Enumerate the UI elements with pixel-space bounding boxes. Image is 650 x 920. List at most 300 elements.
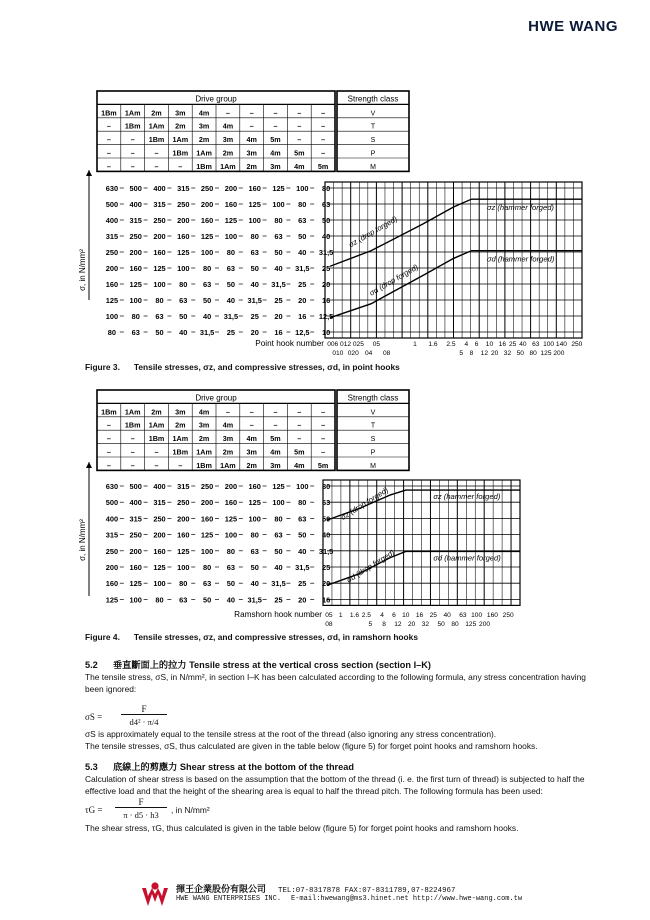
fig3-stress-cell: 200 — [224, 184, 238, 193]
fig4-y-arrow-head — [86, 462, 92, 468]
fig3-stress-cell: 63 — [202, 280, 212, 289]
fig4-drive-cell: – — [106, 447, 111, 457]
fig3-stress-cell: 100 — [177, 264, 190, 273]
fig3-x-tick-upper: 63 — [532, 341, 540, 348]
fig3-drive-cell: 2m — [175, 121, 186, 131]
figure-4-caption-number: Figure 4. — [85, 632, 120, 642]
fig3-x-tick-lower: 08 — [383, 350, 391, 357]
fig3-drive-cell: 3m — [175, 108, 186, 118]
fig3-drive-cell: 1Am — [148, 121, 165, 131]
fig4-stress-cell: 125 — [248, 498, 261, 508]
fig3-drive-cell: – — [297, 121, 302, 131]
fig4-stress-cell: 40 — [298, 546, 307, 556]
fig4-stress-cell: 100 — [129, 595, 142, 605]
fig3-x-tick-lower: 04 — [365, 350, 373, 357]
fig4-drive-cell: – — [154, 460, 159, 470]
fig3-stress-cell: 250 — [200, 184, 214, 193]
fig3-drive-cell: – — [273, 108, 278, 118]
fig4-drive-cell: 5m — [294, 447, 305, 457]
fig3-drive-cell: 3m — [246, 148, 257, 158]
fig3-x-tick-lower: 8 — [469, 350, 474, 357]
fig4-stress-cell: 16 — [321, 595, 331, 605]
fig4-stress-cell: 80 — [298, 498, 307, 508]
fig3-stress-cell: 80 — [155, 296, 164, 305]
fig3-drive-cell: – — [249, 108, 254, 118]
fig4-drive-cell: 1Bm — [101, 407, 117, 417]
company-logo-icon — [140, 880, 170, 908]
fig3-stress-cell: 160 — [129, 264, 142, 273]
fig4-x-tick-upper: 16 — [415, 612, 424, 619]
fig3-stress-cell: 50 — [321, 216, 331, 225]
fig4-drive-cell: – — [321, 407, 326, 417]
fig3-drive-cell: – — [297, 108, 302, 118]
fig4-x-tick-upper: 100 — [471, 612, 483, 619]
fig4-stress-cell: 315 — [129, 514, 142, 524]
fig4-drive-cell: 3m — [246, 447, 257, 457]
fig4-stress-cell: 400 — [153, 482, 166, 491]
fig3-drive-cell: 1Bm — [172, 148, 189, 158]
fig3-stress-cell: 40 — [298, 248, 307, 257]
fig4-stress-cell: 160 — [129, 563, 142, 572]
fig4-x-tick-upper: 1.6 — [349, 612, 360, 619]
fig3-drive-cell: 1Am — [220, 161, 236, 171]
fig4-drive-cell: – — [321, 420, 326, 430]
fig3-drive-cell: 1Am — [172, 135, 189, 145]
fig4-stress-cell: 200 — [177, 514, 190, 524]
fig3-stress-cell: 20 — [321, 280, 331, 289]
footer-company-cn: 揮王企業股份有限公司 — [176, 884, 267, 894]
fig3-x-tick-upper: 16 — [498, 341, 507, 348]
fig4-drive-cell: 1Bm — [172, 447, 189, 457]
fig4-stress-cell: 25 — [274, 595, 283, 605]
fig3-drive-cell: 3m — [198, 121, 210, 131]
fig4-x-tick-upper: 25 — [429, 612, 437, 619]
fig3-stress-cell: 315 — [153, 200, 166, 209]
fig3-stress-cell: 31,5 — [295, 264, 310, 273]
fig3-drive-cell: – — [297, 135, 302, 145]
fig3-stress-cell: 25 — [274, 296, 283, 305]
fig4-stress-cell: 50 — [202, 595, 212, 605]
fig3-drive-cell: 5m — [270, 135, 281, 145]
fig4-stress-cell: 50 — [274, 546, 283, 556]
fig4-drive-cell: 3m — [222, 434, 234, 444]
fig3-stress-cell: 125 — [200, 232, 214, 241]
fig3-strength-class-cell: M — [370, 163, 376, 171]
brand-logo-text: HWE WANG — [528, 18, 618, 35]
fig3-drive-cell: 2m — [151, 108, 162, 118]
fig3-drive-cell: – — [249, 121, 254, 131]
fig4-drive-cell: 2m — [222, 447, 234, 457]
fig4-drive-cell: – — [297, 407, 302, 417]
fig3-stress-cell: 315 — [105, 232, 119, 241]
section-5-2-number: 5.2 — [85, 660, 98, 670]
fig3-strength-class-header: Strength class — [347, 94, 399, 104]
fig4-stress-cell: 80 — [226, 546, 236, 556]
fig4-x-tick-lower: 12 — [394, 621, 402, 628]
fig4-drive-cell: 4m — [222, 420, 234, 430]
fig3-drive-cell: 2m — [246, 161, 257, 171]
fig3-drive-cell: – — [130, 135, 135, 145]
fig3-drive-cell: – — [321, 108, 326, 118]
fig4-drive-cell: 1Am — [220, 460, 236, 470]
fig3-stress-cell: 50 — [155, 328, 164, 337]
fig4-stress-cell: 63 — [321, 498, 331, 508]
fig3-x-tick-lower: 020 — [347, 350, 359, 357]
fig3-x-tick-upper: 1 — [413, 341, 417, 348]
fig3-drive-cell: – — [273, 121, 278, 131]
fig4-stress-cell: 400 — [129, 498, 142, 508]
fig4-stress-cell: 50 — [250, 563, 259, 572]
section-5-2-title: Tensile stress at the vertical cross section (section I–K) — [189, 660, 431, 670]
fig3-drive-cell: 4m — [198, 108, 210, 118]
fig4-drive-cell: 2m — [151, 407, 162, 417]
fig4-stress-cell: 160 — [153, 546, 166, 556]
fig3-drive-cell: 1Bm — [101, 108, 117, 118]
fig3-x-tick-upper: 140 — [555, 341, 567, 348]
fig3-x-tick-lower: 50 — [516, 350, 524, 357]
fig3-stress-cell: 16 — [298, 312, 307, 321]
fig3-stress-cell: 500 — [105, 200, 119, 209]
fig3-stress-cell: 200 — [153, 232, 166, 241]
fig4-drive-cell: 2m — [198, 434, 210, 444]
section-5-2-para-3: The tensile stresses, σS, thus calculated are given in the table below (figure 5) for forget point hooks and ramshorn hooks. — [85, 741, 538, 751]
fig4-strength-class-cell: V — [370, 409, 376, 417]
section-5-3-cn-title: 底線上的剪應力 — [113, 762, 178, 772]
fig3-x-tick-lower: 80 — [529, 350, 537, 357]
fig3-stress-cell: 400 — [129, 200, 142, 209]
fig4-stress-cell: 50 — [298, 530, 307, 540]
fig4-stress-cell: 63 — [226, 563, 236, 572]
fig3-stress-cell: 500 — [129, 184, 142, 193]
fig3-drive-cell: 2m — [198, 135, 210, 145]
formula-shear-lhs: τG = — [85, 805, 103, 815]
fig3-x-tick-upper: 4 — [464, 341, 469, 348]
fig3-curve-label-sd_hammer: σd (hammer forged) — [486, 254, 555, 264]
formula-shear-unit: , in N/mm² — [171, 805, 210, 815]
fig4-stress-cell: 315 — [105, 530, 119, 540]
fig4-drive-cell: – — [154, 447, 159, 457]
fig4-stress-cell: 31,5 — [318, 546, 334, 556]
fig4-x-tick-upper: 63 — [459, 612, 467, 619]
fig3-drive-cell: – — [321, 135, 326, 145]
fig4-drive-cell: 1Bm — [196, 460, 212, 470]
fig3-stress-cell: 250 — [105, 248, 119, 257]
fig4-stress-cell: 200 — [105, 563, 119, 572]
fig3-stress-cell: 80 — [202, 264, 212, 273]
fig4-strength-class-cell: M — [370, 462, 376, 470]
fig3-stress-cell: 63 — [131, 328, 140, 337]
fig4-drive-cell: – — [249, 420, 254, 430]
fig4-stress-cell: 63 — [179, 595, 188, 605]
fig4-drive-cell: – — [130, 460, 135, 470]
footer-email: E-mail:hwewang@ms3.hinet.net http://www.hwe-wang.com.tw — [291, 895, 523, 903]
fig4-stress-cell: 100 — [153, 579, 166, 589]
fig3-stress-cell: 200 — [177, 216, 190, 225]
fig3-stress-cell: 125 — [272, 184, 285, 193]
fig3-stress-cell: 25 — [298, 280, 307, 289]
fig4-stress-cell: 31,5 — [295, 563, 310, 572]
fig3-stress-cell: 400 — [105, 216, 119, 225]
fig3-stress-cell: 16 — [321, 296, 331, 305]
fig4-stress-cell: 200 — [129, 546, 142, 556]
fig3-x-tick-lower: 125 — [540, 350, 552, 357]
fig4-x-tick-lower: 80 — [451, 621, 459, 628]
fig3-stress-cell: 40 — [250, 280, 259, 289]
fig4-stress-cell: 63 — [274, 530, 283, 540]
fig4-stress-cell: 80 — [155, 595, 164, 605]
figure-3-caption-text: Tensile stresses, σz, and compressive stresses, σd, in point hooks — [133, 362, 400, 372]
fig4-stress-cell: 315 — [177, 482, 190, 491]
figure-4-caption-text: Tensile stresses, σz, and compressive stresses, σd, in ramshorn hooks — [133, 632, 418, 642]
fig4-stress-cell: 50 — [321, 514, 331, 524]
fig3-drive-cell: 1Bm — [196, 161, 212, 171]
fig3-x-tick-upper: 6 — [474, 341, 479, 348]
fig4-x-tick-lower: 8 — [382, 621, 386, 628]
fig4-stress-cell: 100 — [200, 546, 214, 556]
fig3-stress-cell: 100 — [200, 248, 214, 257]
fig4-x-tick-upper: 1 — [338, 612, 343, 619]
fig3-stress-cell: 31,5 — [223, 312, 239, 321]
fig4-stress-cell: 125 — [153, 563, 166, 572]
fig3-drive-cell: – — [321, 148, 326, 158]
fig3-stress-cell: 200 — [200, 200, 214, 209]
fig3-x-tick-upper: 100 — [543, 341, 555, 348]
fig4-drive-cell: 1Bm — [124, 420, 141, 430]
fig4-drive-cell: – — [321, 447, 326, 457]
fig4-drive-cell: 3m — [175, 407, 186, 417]
fig3-stress-cell: 50 — [274, 248, 283, 257]
section-5-3-number: 5.3 — [85, 762, 98, 772]
fig4-x-tick-lower: 50 — [437, 621, 445, 628]
fig4-stress-cell: 63 — [298, 514, 307, 524]
fig4-stress-cell: 160 — [177, 530, 190, 540]
fig3-stress-cell: 100 — [153, 280, 166, 289]
fig3-stress-cell: 50 — [298, 232, 307, 241]
fig3-stress-cell: 12,5 — [295, 328, 310, 337]
fig4-stress-cell: 25 — [321, 563, 331, 572]
fig3-stress-cell: 630 — [105, 184, 119, 193]
fig4-strength-class-cell: S — [370, 436, 376, 444]
fig4-stress-cell: 630 — [105, 482, 119, 491]
fig4-drive-cell: 1Am — [172, 434, 189, 444]
fig4-drive-cell: – — [297, 434, 302, 444]
fig3-x-tick-lower: 010 — [332, 350, 344, 357]
fig3-stress-cell: 315 — [129, 216, 142, 225]
fig3-drive-cell: 2m — [222, 148, 234, 158]
fig3-stress-cell: 160 — [153, 248, 166, 257]
fig4-drive-cell: – — [130, 434, 135, 444]
fig4-stress-cell: 80 — [274, 514, 283, 524]
fig3-stress-cell: 125 — [177, 248, 190, 257]
fig4-x-tick-upper: 05 — [325, 612, 333, 619]
fig4-x-tick-upper: 4 — [380, 612, 384, 619]
fig3-drive-cell: – — [321, 121, 326, 131]
fig4-stress-cell: 125 — [105, 595, 119, 605]
formula-shear-denominator: π · d5 · h3 — [123, 810, 159, 820]
fig3-curve-label-sd_drop: σd (drop forged) — [367, 262, 420, 298]
fig4-drive-cell: – — [249, 407, 254, 417]
fig3-strength-class-cell: P — [370, 150, 376, 158]
fig4-stress-cell: 100 — [248, 514, 261, 524]
fig3-drive-cell: 3m — [270, 161, 281, 171]
figure-3-caption-number: Figure 3. — [85, 362, 120, 372]
fig4-stress-cell: 125 — [129, 579, 142, 589]
fig3-x-tick-upper: 40 — [519, 341, 527, 348]
fig4-curve-label-sd_drop: σd (drop forged) — [344, 547, 397, 585]
fig3-stress-cell: 250 — [129, 232, 142, 241]
fig4-drive-cell: – — [273, 407, 278, 417]
fig4-stress-cell: 100 — [224, 530, 238, 540]
fig4-x-tick-lower: 08 — [325, 621, 333, 628]
fig4-drive-cell: 4m — [246, 434, 257, 444]
fig3-stress-cell: 250 — [153, 216, 166, 225]
fig3-strength-class-cell: T — [370, 123, 376, 131]
fig3-stress-cell: 31,5 — [318, 248, 334, 257]
fig3-stress-cell: 160 — [248, 184, 261, 193]
formula-tensile-numerator: F — [121, 704, 167, 715]
fig4-drive-cell: 4m — [270, 447, 281, 457]
fig4-drive-cell: 1Am — [124, 407, 141, 417]
fig3-stress-cell: 12,5 — [318, 312, 334, 321]
footer-company-en: HWE WANG ENTERPRISES INC. — [176, 895, 282, 903]
fig4-x-tick-upper: 2.5 — [361, 612, 371, 619]
fig4-stress-cell: 160 — [224, 498, 238, 508]
fig4-drive-group-header: Drive group — [195, 393, 237, 403]
section-5-2-heading — [85, 657, 431, 671]
fig3-stress-cell: 125 — [248, 200, 261, 209]
fig3-x-tick-lower: 5 — [459, 350, 464, 357]
fig4-strength-class-cell: P — [370, 449, 376, 457]
footer — [140, 880, 560, 912]
fig3-stress-cell: 20 — [298, 296, 307, 305]
fig4-drive-cell: 2m — [246, 460, 257, 470]
fig4-x-axis-label: Ramshorn hook number — [234, 610, 322, 619]
fig4-stress-cell: 80 — [250, 530, 259, 540]
fig3-strength-class-cell: V — [370, 110, 376, 118]
fig3-drive-cell: 4m — [294, 161, 305, 171]
fig4-drive-cell: 3m — [270, 460, 281, 470]
fig3-stress-cell: 16 — [274, 328, 283, 337]
fig4-stress-cell: 200 — [200, 498, 214, 508]
fig4-stress-cell: 250 — [129, 530, 142, 540]
fig4-stress-cell: 100 — [296, 482, 309, 491]
fig4-x-tick-lower: 200 — [479, 621, 491, 628]
fig3-drive-group-header: Drive group — [195, 94, 237, 104]
fig4-x-tick-lower: 32 — [421, 621, 430, 628]
fig4-stress-cell: 160 — [105, 579, 119, 589]
fig4-stress-cell: 63 — [202, 579, 212, 589]
fig4-drive-cell: – — [297, 420, 302, 430]
fig3-stress-cell: 80 — [250, 232, 259, 241]
fig4-stress-cell: 500 — [105, 498, 119, 508]
fig3-stress-cell: 40 — [179, 328, 188, 337]
fig3-stress-cell: 25 — [250, 312, 259, 321]
fig3-stress-cell: 63 — [179, 296, 188, 305]
fig4-y-axis-label: σ, in N/mm² — [78, 519, 87, 561]
fig3-x-tick-upper: 025 — [352, 341, 364, 348]
fig4-stress-cell: 25 — [298, 579, 307, 589]
fig3-stress-cell: 63 — [155, 312, 164, 321]
fig3-stress-cell: 20 — [250, 328, 259, 337]
fig4-curve-label-sz_drop: σz (drop forged) — [338, 485, 390, 522]
fig3-curve-label-sz_hammer: σz (hammer forged) — [486, 203, 554, 213]
fig4-drive-cell: 5m — [270, 434, 281, 444]
fig3-drive-cell: 5m — [294, 148, 305, 158]
fig3-stress-cell: 50 — [202, 296, 212, 305]
fig3-stress-cell: 10 — [321, 328, 331, 337]
fig3-stress-cell: 63 — [298, 216, 307, 225]
fig4-x-tick-upper: 250 — [502, 612, 514, 619]
fig3-x-tick-upper: 10 — [485, 341, 494, 348]
fig3-stress-cell: 20 — [274, 312, 283, 321]
fig3-stress-cell: 160 — [105, 280, 119, 289]
fig4-stress-cell: 63 — [250, 546, 259, 556]
fig4-drive-cell: – — [225, 407, 230, 417]
fig3-stress-cell: 100 — [129, 296, 142, 305]
fig3-stress-cell: 125 — [153, 264, 166, 273]
fig3-stress-cell: 125 — [105, 296, 119, 305]
fig3-x-tick-upper: 006 — [327, 341, 339, 348]
fig3-drive-cell: – — [178, 161, 183, 171]
fig4-stress-cell: 200 — [153, 530, 166, 540]
fig4-stress-cell: 400 — [105, 514, 119, 524]
fig4-drive-cell: 5m — [317, 460, 329, 470]
fig3-stress-cell: 50 — [179, 312, 188, 321]
fig4-stress-cell: 315 — [153, 498, 166, 508]
fig3-drive-cell: 4m — [246, 135, 257, 145]
fig3-drive-cell: 1Bm — [148, 135, 165, 145]
fig4-strength-class-header: Strength class — [347, 393, 399, 403]
fig4-drive-cell: – — [178, 460, 183, 470]
fig3-drive-cell: – — [154, 161, 159, 171]
fig3-stress-cell: 80 — [274, 216, 283, 225]
fig4-stress-cell: 100 — [177, 563, 190, 572]
fig4-stress-cell: 20 — [298, 595, 307, 605]
fig4-drive-cell: – — [106, 434, 111, 444]
fig4-stress-cell: 125 — [177, 546, 190, 556]
fig4-drive-cell: 4m — [294, 460, 305, 470]
figure-4-caption — [85, 632, 418, 642]
section-5-2-para-2: σS is approximately equal to the tensile stress at the root of the thread (also ignoring any stress concentration). — [85, 729, 497, 739]
fig3-x-tick-lower: 200 — [553, 350, 565, 357]
fig4-stress-cell: 50 — [226, 579, 236, 589]
fig4-stress-cell: 31,5 — [271, 579, 286, 589]
fig4-x-tick-upper: 160 — [486, 612, 498, 619]
fig3-x-tick-upper: 012 — [340, 341, 352, 348]
fig3-x-tick-upper: 25 — [508, 341, 517, 348]
fig4-drive-cell: 3m — [198, 420, 210, 430]
fig4-x-tick-lower: 125 — [465, 621, 477, 628]
fig4-drive-cell: 1Am — [148, 420, 165, 430]
section-5-3-para-1: Calculation of shear stress is based on the assumption that the bottom of the thread (i. e. the first turn of thread) is subjected to half the effective load and that the height of the shearing area is equal to half the thread pitch. The following formula has been used: — [85, 774, 585, 796]
fig4-strength-class-cell: T — [370, 422, 376, 430]
fig3-drive-cell: 4m — [222, 121, 234, 131]
fig3-stress-cell: 160 — [224, 200, 238, 209]
fig3-x-axis-label: Point hook number — [255, 339, 324, 348]
fig3-drive-cell: 5m — [317, 161, 329, 171]
fig4-stress-cell: 250 — [105, 546, 119, 556]
fig4-stress-cell: 160 — [200, 514, 214, 524]
fig4-curve-label-sz_hammer: σz (hammer forged) — [433, 491, 501, 501]
fig4-curve-label-sd_hammer: σd (hammer forged) — [433, 553, 501, 563]
fig3-drive-cell: 3m — [222, 135, 234, 145]
fig4-stress-cell: 80 — [321, 482, 331, 491]
fig4-stress-cell: 40 — [226, 595, 236, 605]
fig4-stress-cell: 125 — [224, 514, 238, 524]
fig3-x-tick-upper: 05 — [372, 341, 381, 348]
fig3-stress-cell: 50 — [226, 280, 236, 289]
footer-tel: TEL:07-8317878 FAX:07-8311789,07-8224967 — [278, 887, 456, 895]
